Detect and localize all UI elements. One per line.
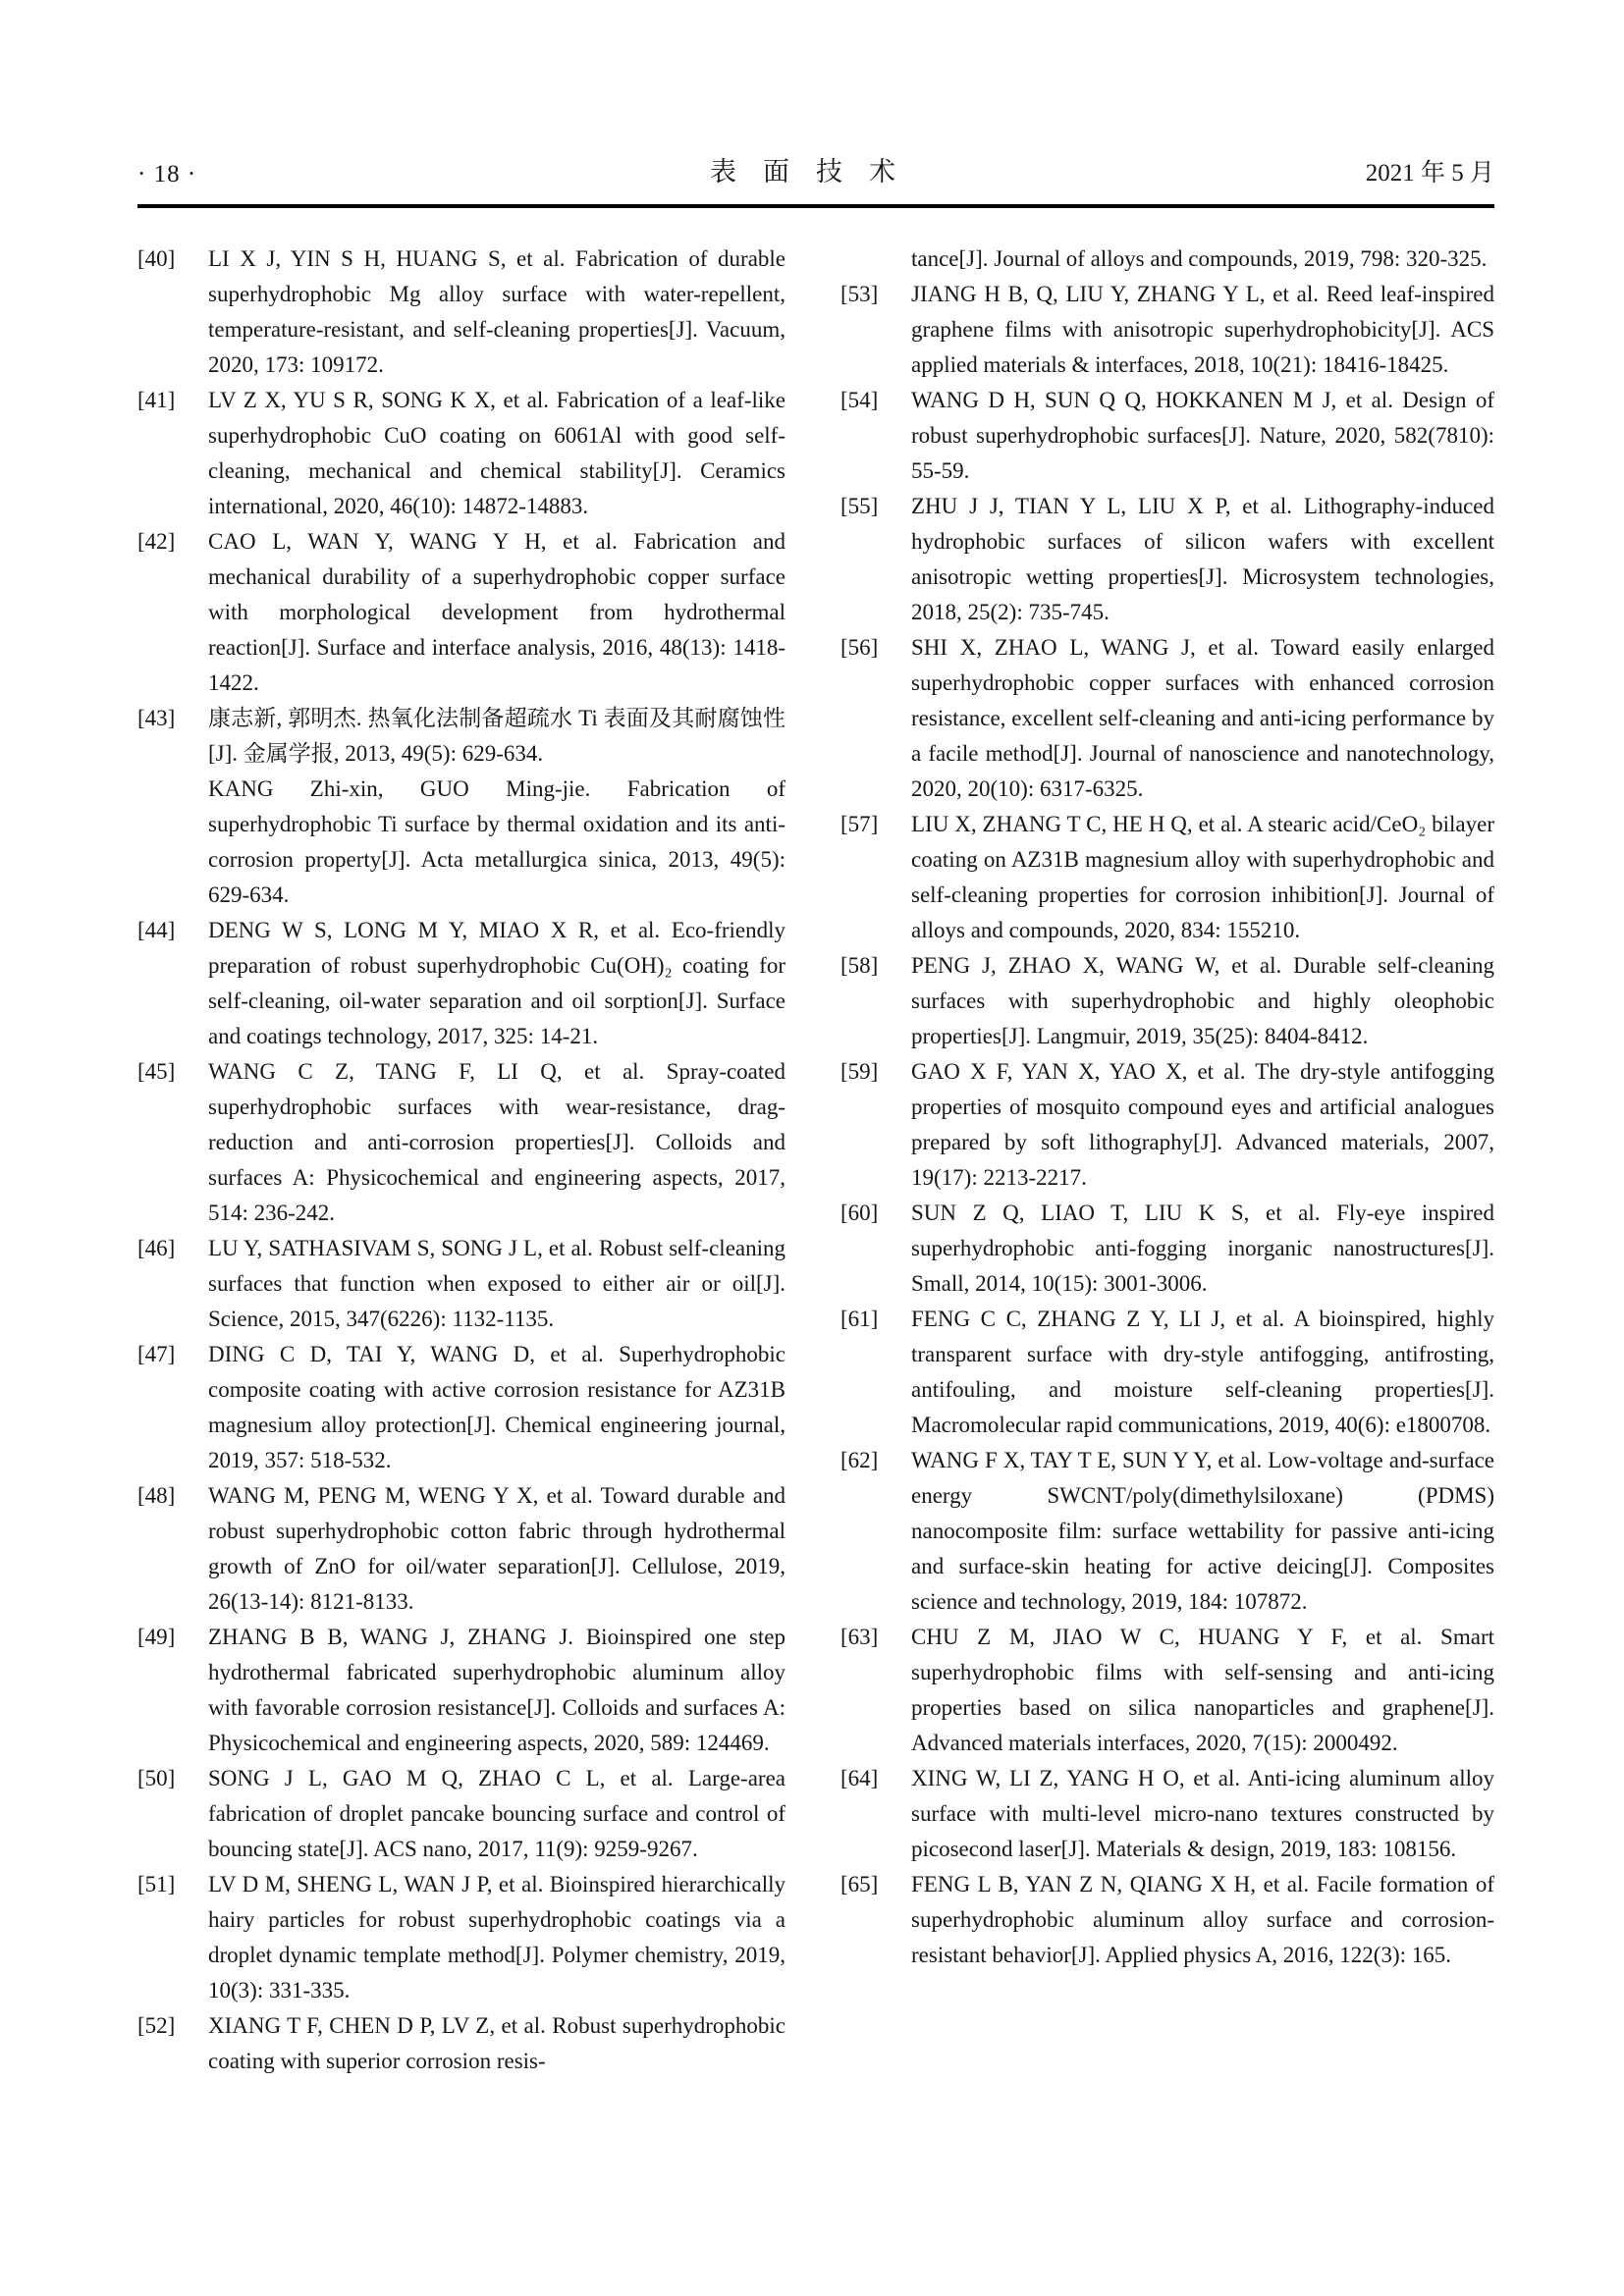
reference-item [137,1867,785,2008]
reference-body [208,1231,785,1337]
reference-body [911,1196,1494,1302]
reference-label: [42] [137,529,176,554]
reference-label: [40] [137,246,176,271]
reference-body [911,1761,1494,1867]
reference-item [840,1443,1494,1620]
reference-label: [62] [840,1448,879,1472]
reference-body [911,277,1494,383]
reference-text: KANG Zhi-xin, GUO Ming-jie. Fabrication of superhydrophobic Ti surface by thermal oxidation and its anti-corrosion property[J]. Acta metallurgica sinica, 2013, 49(5): 629-634. [208,776,785,907]
reference-label: [61] [840,1307,879,1331]
reference-label: [64] [840,1766,879,1790]
reference-label: [44] [137,918,176,942]
reference-body [911,1620,1494,1761]
reference-body [911,489,1494,630]
reference-label: [48] [137,1483,176,1508]
reference-item [840,241,1494,277]
reference-text: SHI X, ZHAO L, WANG J, et al. Toward easily enlarged superhydrophobic copper surfaces with enhanced corrosion resistance, excellent self-cleaning and anti-icing performance by a facile method[J]. Journal of nanoscience and nanotechnology, 2020, 20(10): 6317-6325. [911,635,1494,801]
page-number: · 18 · [137,161,197,187]
reference-text: JIANG H B, Q, LIU Y, ZHANG Y L, et al. Reed leaf-inspired graphene films with anisotropic superhydrophobicity[J]. ACS applied materials & interfaces, 2018, 10(21): 18416-18425. [911,282,1494,377]
reference-item [840,1302,1494,1443]
reference-text: WANG F X, TAY T E, SUN Y Y, et al. Low-voltage and-surface energy SWCNT/poly(dimethylsiloxane) (PDMS) nanocomposite film: surface wettability for passive anti-icing and surface-skin heating for active deicing[J]. Composites science and technology, 2019, 184: 107872. [911,1448,1494,1614]
reference-label: [56] [840,635,879,660]
reference-item [137,701,785,913]
reference-text: CHU Z M, JIAO W C, HUANG Y F, et al. Smart superhydrophobic films with self-sensing and anti-icing properties based on silica nanoparticles and graphene[J]. Advanced materials interfaces, 2020, 7(15): 2000492. [911,1625,1494,1755]
header-rule [137,204,1494,208]
reference-item [137,913,785,1054]
reference-label: [46] [137,1236,176,1260]
reference-body [911,241,1494,277]
reference-text: LI X J, YIN S H, HUANG S, et al. Fabrication of durable superhydrophobic Mg alloy surface with water-repellent, temperature-resistant, and self-cleaning properties[J]. Vacuum, 2020, 173: 109172. [208,246,785,377]
reference-item [137,1054,785,1231]
reference-item [137,241,785,383]
reference-item [137,1478,785,1620]
reference-label: [51] [137,1872,176,1896]
reference-text: CAO L, WAN Y, WANG Y H, et al. Fabrication and mechanical durability of a superhydrophobic copper surface with morphological development from hydrothermal reaction[J]. Surface and interface analysis, 2016, 48(13): 1418-1422. [208,529,785,695]
reference-body [208,1337,785,1478]
reference-label: [58] [840,953,879,978]
reference-label: [50] [137,1766,176,1790]
reference-text: DING C D, TAI Y, WANG D, et al. Superhydrophobic composite coating with active corrosion resistance for AZ31B magnesium alloy protection[J]. Chemical engineering journal, 2019, 357: 518-532. [208,1342,785,1472]
reference-text: LU Y, SATHASIVAM S, SONG J L, et al. Robust self-cleaning surfaces that function when exposed to either air or oil[J]. Science, 2015, 347(6226): 1132-1135. [208,1236,785,1331]
reference-item [137,1761,785,1867]
reference-label: [55] [840,494,879,518]
reference-text: SUN Z Q, LIAO T, LIU K S, et al. Fly-eye inspired superhydrophobic anti-fogging inorganic nanostructures[J]. Small, 2014, 10(15): 3001-3006. [911,1201,1494,1296]
reference-item [840,489,1494,630]
reference-item [840,1867,1494,1973]
reference-text: LV Z X, YU S R, SONG K X, et al. Fabrication of a leaf-like superhydrophobic CuO coating on 6061Al with good self-cleaning, mechanical and chemical stability[J]. Ceramics international, 2020, 46(10): 14872-14883. [208,388,785,518]
reference-body [208,701,785,913]
reference-body [208,1620,785,1761]
reference-item [840,807,1494,948]
reference-body [911,948,1494,1054]
reference-body [208,913,785,1054]
reference-item [840,630,1494,807]
reference-label: [52] [137,2013,176,2038]
reference-text: SONG J L, GAO M Q, ZHAO C L, et al. Large-area fabrication of droplet pancake bouncing surface and control of bouncing state[J]. ACS nano, 2017, 11(9): 9259-9267. [208,1766,785,1861]
reference-text: FENG C C, ZHANG Z Y, LI J, et al. A bioinspired, highly transparent surface with dry-style antifogging, antifrosting, antifouling, and moisture self-cleaning properties[J]. Macromolecular rapid communications, 2019, 40(6): e1800708. [911,1307,1494,1437]
references-left-column [137,241,785,2079]
reference-label: [60] [840,1201,879,1225]
reference-item [840,277,1494,383]
reference-item [840,1620,1494,1761]
reference-item [137,2008,785,2079]
references-section [137,241,1494,2079]
reference-item [137,524,785,701]
reference-label: [65] [840,1872,879,1896]
reference-body [911,1867,1494,1973]
reference-text: ZHU J J, TIAN Y L, LIU X P, et al. Lithography-induced hydrophobic surfaces of silicon wafers with excellent anisotropic wetting properties[J]. Microsystem technologies, 2018, 25(2): 735-745. [911,494,1494,624]
reference-item [840,1761,1494,1867]
reference-body [208,1054,785,1231]
reference-item [840,383,1494,489]
reference-item [840,1196,1494,1302]
reference-item [137,1620,785,1761]
reference-body [911,807,1494,948]
reference-body [208,524,785,701]
reference-body [911,1302,1494,1443]
reference-label: [63] [840,1625,879,1649]
reference-label: [43] [137,706,176,730]
reference-text: XIANG T F, CHEN D P, LV Z, et al. Robust superhydrophobic coating with superior corrosion resis- [208,2013,785,2073]
reference-text: WANG D H, SUN Q Q, HOKKANEN M J, et al. Design of robust superhydrophobic surfaces[J]. Nature, 2020, 582(7810): 55-59. [911,388,1494,483]
reference-body [911,1054,1494,1196]
reference-text: ZHANG B B, WANG J, ZHANG J. Bioinspired one step hydrothermal fabricated superhydrophobic aluminum alloy with favorable corrosion resistance[J]. Colloids and surfaces A: Physicochemical and engineering aspects, 2020, 589: 124469. [208,1625,785,1755]
issue-date: 2021 年 5 月 [1365,160,1494,187]
reference-text: FENG L B, YAN Z N, QIANG X H, et al. Facile formation of superhydrophobic aluminum alloy surface and corrosion-resistant behavior[J]. Applied physics A, 2016, 122(3): 165. [911,1872,1494,1967]
references-right-column [840,241,1494,2079]
reference-body [911,1443,1494,1620]
reference-label: [41] [137,388,176,412]
reference-label: [49] [137,1625,176,1649]
reference-item [137,1231,785,1337]
reference-item [137,1337,785,1478]
reference-item [840,1054,1494,1196]
reference-text: GAO X F, YAN X, YAO X, et al. The dry-style antifogging properties of mosquito compound eyes and artificial analogues prepared by soft lithography[J]. Advanced materials, 2007, 19(17): 2213-2217. [911,1059,1494,1190]
reference-body [911,383,1494,489]
reference-text: WANG M, PENG M, WENG Y X, et al. Toward durable and robust superhydrophobic cotton fabric through hydrothermal growth of ZnO for oil/water separation[J]. Cellulose, 2019, 26(13-14): 8121-8133. [208,1483,785,1614]
journal-title: 表面技术 [710,157,922,187]
reference-text: tance[J]. Journal of alloys and compounds, 2019, 798: 320-325. [911,246,1488,271]
reference-text: LIU X, ZHANG T C, HE H Q, et al. A stearic acid/CeO₂ bilayer coating on AZ31B magnesium alloy with superhydrophobic and self-cleaning properties for corrosion inhibition[J]. Journal of alloys and compounds, 2020, 834: 155210. [911,812,1494,942]
reference-item [137,383,785,524]
reference-label: [59] [840,1059,879,1084]
reference-body [208,383,785,524]
reference-body [208,241,785,383]
reference-text: LV D M, SHENG L, WAN J P, et al. Bioinspired hierarchically hairy particles for robust superhydrophobic coatings via a droplet dynamic template method[J]. Polymer chemistry, 2019, 10(3): 331-335. [208,1872,785,2002]
reference-label: [45] [137,1059,176,1084]
reference-body [208,1478,785,1620]
reference-label: [57] [840,812,879,836]
reference-body [911,630,1494,807]
reference-text: 康志新, 郭明杰. 热氧化法制备超疏水 Ti 表面及其耐腐蚀性[J]. 金属学报, 2013, 49(5): 629-634. [208,706,785,766]
reference-item [840,948,1494,1054]
reference-text: XING W, LI Z, YANG H O, et al. Anti-icing aluminum alloy surface with multi-level micro-nano textures constructed by picosecond laser[J]. Materials & design, 2019, 183: 108156. [911,1766,1494,1861]
page-header [137,0,1494,188]
reference-body [208,1867,785,2008]
reference-label: [53] [840,282,879,306]
reference-text: DENG W S, LONG M Y, MIAO X R, et al. Eco-friendly preparation of robust superhydrophobic Cu(OH)₂ coating for self-cleaning, oil-water separation and oil sorption[J]. Surface and coatings technology, 2017, 325: 14-21. [208,918,785,1048]
reference-text: WANG C Z, TANG F, LI Q, et al. Spray-coated superhydrophobic surfaces with wear-resistance, drag-reduction and anti-corrosion properties[J]. Colloids and surfaces A: Physicochemical and engineering aspects, 2017, 514: 236-242. [208,1059,785,1225]
reference-body [208,1761,785,1867]
reference-body [208,2008,785,2079]
reference-label: [54] [840,388,879,412]
reference-text: PENG J, ZHAO X, WANG W, et al. Durable self-cleaning surfaces with superhydrophobic and highly oleophobic properties[J]. Langmuir, 2019, 35(25): 8404-8412. [911,953,1494,1048]
reference-label: [47] [137,1342,176,1366]
